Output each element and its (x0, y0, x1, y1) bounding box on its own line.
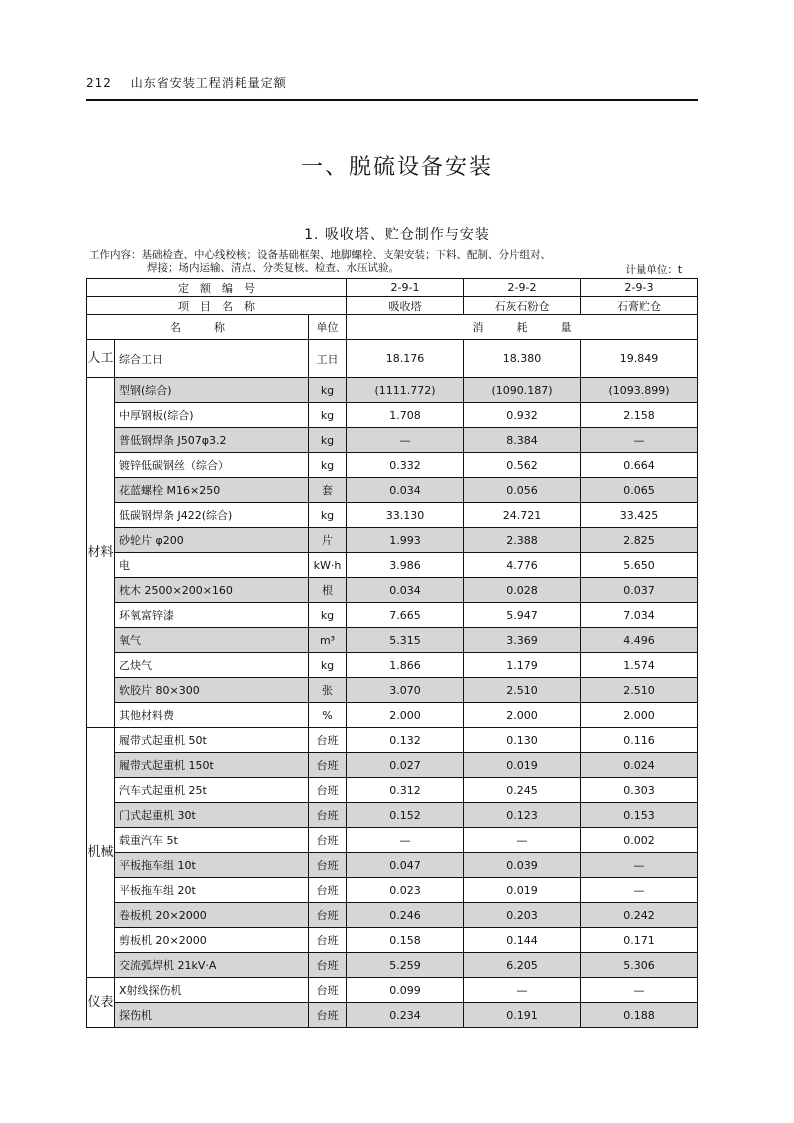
resource-name: 卷板机 20×2000 (115, 903, 309, 928)
table-row (87, 903, 698, 928)
table-row (87, 803, 698, 828)
table-row (87, 653, 698, 678)
consumption-value: 0.099 (347, 978, 464, 1003)
table-row (87, 453, 698, 478)
col-unit-header: 单位 (309, 315, 347, 340)
resource-name: X射线探伤机 (115, 978, 309, 1003)
category-label: 仪表 (87, 978, 115, 1028)
resource-unit: 台班 (309, 828, 347, 853)
resource-name: 平板拖车组 10t (115, 853, 309, 878)
resource-name: 交流弧焊机 21kV·A (115, 953, 309, 978)
consumption-value: 8.384 (464, 428, 581, 453)
consumption-value: 0.132 (347, 728, 464, 753)
resource-name: 普低钢焊条 J507φ3.2 (115, 428, 309, 453)
consumption-value: 33.425 (581, 503, 698, 528)
consumption-value: 1.993 (347, 528, 464, 553)
resource-unit: kg (309, 403, 347, 428)
resource-name: 综合工日 (115, 340, 309, 378)
consumption-value: 0.171 (581, 928, 698, 953)
book-title: 山东省安装工程消耗量定额 (130, 76, 287, 90)
resource-name: 枕木 2500×200×160 (115, 578, 309, 603)
table-row (87, 703, 698, 728)
consumption-value: — (581, 978, 698, 1003)
consumption-value: 0.019 (464, 753, 581, 778)
table-row (87, 828, 698, 853)
quota-code-label: 定 额 编 号 (87, 279, 347, 297)
running-header (86, 74, 698, 91)
consumption-value: 0.932 (464, 403, 581, 428)
consumption-value: 0.116 (581, 728, 698, 753)
quota-code-1: 2-9-1 (347, 279, 464, 297)
header-rule (86, 99, 698, 101)
resource-name: 其他材料费 (115, 703, 309, 728)
consumption-value: (1093.899) (581, 378, 698, 403)
consumption-value: — (347, 428, 464, 453)
table-row (87, 953, 698, 978)
work-content-line-1: 工作内容：基础检查、中心线校核；设备基础框架、地脚螺栓、支架安装；下料、配制、分片组对、 (89, 249, 551, 261)
resource-unit: 工日 (309, 340, 347, 378)
consumption-value: 5.259 (347, 953, 464, 978)
consumption-value: 0.144 (464, 928, 581, 953)
resource-unit: 套 (309, 478, 347, 503)
table-row (87, 753, 698, 778)
consumption-value: 2.000 (581, 703, 698, 728)
table-row (87, 603, 698, 628)
resource-name: 乙炔气 (115, 653, 309, 678)
resource-name: 中厚钢板(综合) (115, 403, 309, 428)
consumption-value: 0.203 (464, 903, 581, 928)
consumption-value: 3.070 (347, 678, 464, 703)
section-title: 1. 吸收塔、贮仓制作与安装 (304, 227, 490, 243)
consumption-value: 2.825 (581, 528, 698, 553)
quota-table (86, 278, 698, 1028)
consumption-value: 0.332 (347, 453, 464, 478)
consumption-value: 0.023 (347, 878, 464, 903)
table-row (87, 378, 698, 403)
consumption-value: 0.065 (581, 478, 698, 503)
consumption-value: — (464, 828, 581, 853)
item-name-row (87, 297, 698, 315)
resource-name: 软胶片 80×300 (115, 678, 309, 703)
consumption-value: 5.315 (347, 628, 464, 653)
resource-unit: 张 (309, 678, 347, 703)
consumption-value: 1.574 (581, 653, 698, 678)
resource-unit: 片 (309, 528, 347, 553)
resource-unit: kg (309, 378, 347, 403)
resource-name: 剪板机 20×2000 (115, 928, 309, 953)
consumption-value: 0.130 (464, 728, 581, 753)
resource-unit: kW·h (309, 553, 347, 578)
table-row (87, 778, 698, 803)
consumption-value: 18.176 (347, 340, 464, 378)
resource-unit: 根 (309, 578, 347, 603)
work-content-line-2: 焊接；场内运输、清点、分类复核、检查、水压试验。 (147, 262, 399, 274)
consumption-value: 0.191 (464, 1003, 581, 1028)
consumption-value: 0.246 (347, 903, 464, 928)
consumption-value: 0.039 (464, 853, 581, 878)
resource-name: 型钢(综合) (115, 378, 309, 403)
item-name-3: 石膏贮仓 (581, 297, 698, 315)
resource-unit: kg (309, 428, 347, 453)
table-row (87, 678, 698, 703)
consumption-header: 消 耗 量 (347, 315, 698, 340)
resource-unit: 台班 (309, 878, 347, 903)
consumption-value: 2.158 (581, 403, 698, 428)
col-name-header: 名 称 (87, 315, 309, 340)
consumption-value: 0.123 (464, 803, 581, 828)
consumption-value: 2.510 (464, 678, 581, 703)
consumption-value: 3.369 (464, 628, 581, 653)
resource-unit: 台班 (309, 728, 347, 753)
resource-unit: 台班 (309, 903, 347, 928)
quota-code-row (87, 279, 698, 297)
resource-name: 履带式起重机 50t (115, 728, 309, 753)
resource-name: 低碳钢焊条 J422(综合) (115, 503, 309, 528)
table-row (87, 428, 698, 453)
consumption-value: 0.188 (581, 1003, 698, 1028)
quota-code-2: 2-9-2 (464, 279, 581, 297)
category-label: 材料 (87, 378, 115, 728)
consumption-value: 0.234 (347, 1003, 464, 1028)
resource-name: 砂轮片 φ200 (115, 528, 309, 553)
table-row (87, 403, 698, 428)
resource-name: 平板拖车组 20t (115, 878, 309, 903)
consumption-value: 2.388 (464, 528, 581, 553)
consumption-value: — (581, 878, 698, 903)
consumption-value: (1090.187) (464, 378, 581, 403)
consumption-value: 0.152 (347, 803, 464, 828)
table-row (87, 503, 698, 528)
quota-table-body (87, 279, 698, 1028)
page-number: 212 (86, 76, 112, 90)
resource-unit: 台班 (309, 953, 347, 978)
consumption-value: 33.130 (347, 503, 464, 528)
resource-unit: m³ (309, 628, 347, 653)
resource-name: 环氧富锌漆 (115, 603, 309, 628)
item-name-2: 石灰石粉仓 (464, 297, 581, 315)
resource-unit: kg (309, 653, 347, 678)
consumption-value: — (581, 853, 698, 878)
consumption-value: — (347, 828, 464, 853)
resource-name: 氧气 (115, 628, 309, 653)
table-row (87, 628, 698, 653)
work-content (89, 249, 699, 275)
consumption-value: 0.153 (581, 803, 698, 828)
resource-unit: 台班 (309, 803, 347, 828)
table-row (87, 553, 698, 578)
consumption-value: 0.037 (581, 578, 698, 603)
consumption-value: 0.034 (347, 578, 464, 603)
consumption-value: 5.947 (464, 603, 581, 628)
consumption-value: 0.002 (581, 828, 698, 853)
resource-name: 镀锌低碳钢丝（综合） (115, 453, 309, 478)
resource-unit: 台班 (309, 978, 347, 1003)
resource-name: 门式起重机 30t (115, 803, 309, 828)
item-name-label: 项 目 名 称 (87, 297, 347, 315)
resource-name: 花蓝螺栓 M16×250 (115, 478, 309, 503)
consumption-value: 24.721 (464, 503, 581, 528)
consumption-value: 6.205 (464, 953, 581, 978)
category-label: 人工 (87, 340, 115, 378)
consumption-value: 0.056 (464, 478, 581, 503)
category-label: 机械 (87, 728, 115, 978)
consumption-value: — (581, 428, 698, 453)
measurement-unit: 计量单位：t (625, 264, 682, 276)
resource-unit: % (309, 703, 347, 728)
consumption-value: 1.866 (347, 653, 464, 678)
consumption-value: 0.027 (347, 753, 464, 778)
resource-name: 载重汽车 5t (115, 828, 309, 853)
resource-unit: kg (309, 453, 347, 478)
consumption-value: 5.306 (581, 953, 698, 978)
consumption-value: (1111.772) (347, 378, 464, 403)
consumption-value: 1.179 (464, 653, 581, 678)
consumption-value: 5.650 (581, 553, 698, 578)
consumption-value: 0.024 (581, 753, 698, 778)
resource-name: 汽车式起重机 25t (115, 778, 309, 803)
consumption-value: 0.034 (347, 478, 464, 503)
consumption-value: 19.849 (581, 340, 698, 378)
chapter-title: 一、脱硫设备安装 (300, 155, 493, 180)
consumption-value: 4.496 (581, 628, 698, 653)
consumption-value: 2.000 (347, 703, 464, 728)
consumption-value: 0.242 (581, 903, 698, 928)
consumption-value: 0.047 (347, 853, 464, 878)
consumption-value: 0.562 (464, 453, 581, 478)
consumption-value: 0.245 (464, 778, 581, 803)
table-row (87, 928, 698, 953)
resource-name: 履带式起重机 150t (115, 753, 309, 778)
table-row (87, 853, 698, 878)
consumption-value: 7.665 (347, 603, 464, 628)
column-header-row (87, 315, 698, 340)
table-row (87, 340, 698, 378)
consumption-value: 18.380 (464, 340, 581, 378)
table-row (87, 578, 698, 603)
consumption-value: 0.664 (581, 453, 698, 478)
table-row (87, 478, 698, 503)
consumption-value: 0.312 (347, 778, 464, 803)
resource-unit: kg (309, 503, 347, 528)
consumption-value: 7.034 (581, 603, 698, 628)
resource-unit: kg (309, 603, 347, 628)
consumption-value: 0.158 (347, 928, 464, 953)
consumption-value: 4.776 (464, 553, 581, 578)
table-row (87, 528, 698, 553)
consumption-value: 0.019 (464, 878, 581, 903)
table-row (87, 728, 698, 753)
consumption-value: 2.510 (581, 678, 698, 703)
consumption-value: — (464, 978, 581, 1003)
consumption-value: 0.303 (581, 778, 698, 803)
consumption-value: 0.028 (464, 578, 581, 603)
resource-unit: 台班 (309, 753, 347, 778)
resource-unit: 台班 (309, 928, 347, 953)
consumption-value: 1.708 (347, 403, 464, 428)
resource-name: 探伤机 (115, 1003, 309, 1028)
resource-unit: 台班 (309, 853, 347, 878)
table-row (87, 1003, 698, 1028)
table-row (87, 978, 698, 1003)
resource-unit: 台班 (309, 1003, 347, 1028)
resource-name: 电 (115, 553, 309, 578)
consumption-value: 2.000 (464, 703, 581, 728)
item-name-1: 吸收塔 (347, 297, 464, 315)
consumption-value: 3.986 (347, 553, 464, 578)
resource-unit: 台班 (309, 778, 347, 803)
table-row (87, 878, 698, 903)
quota-code-3: 2-9-3 (581, 279, 698, 297)
